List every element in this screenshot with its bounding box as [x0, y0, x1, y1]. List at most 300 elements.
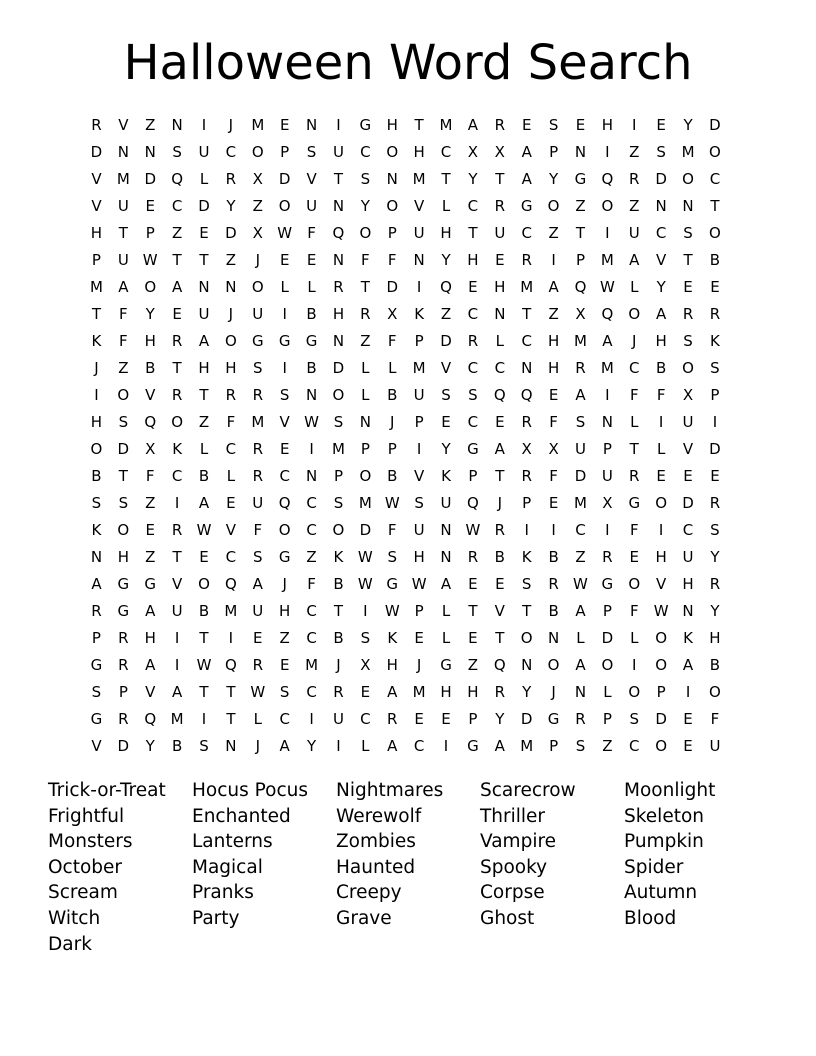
grid-letter: H [117, 548, 129, 566]
grid-letter: A [118, 278, 129, 296]
grid-letter: K [387, 629, 398, 647]
grid-letter: L [441, 197, 451, 215]
grid-letter: V [171, 575, 183, 593]
grid-letter: I [524, 521, 529, 539]
grid-letter: V [306, 170, 317, 188]
grid-letter: B [387, 467, 398, 485]
grid-letter: Q [144, 413, 157, 431]
grid-row [83, 220, 728, 247]
word-list [48, 778, 788, 957]
grid-letter: D [440, 332, 452, 350]
grid-letter: Y [145, 737, 155, 755]
grid-letter: I [605, 521, 610, 539]
grid-letter: U [171, 602, 183, 620]
grid-letter: J [282, 575, 287, 593]
grid-letter: C [306, 629, 317, 647]
grid-row [83, 733, 728, 760]
grid-letter: E [279, 251, 290, 269]
grid-letter: M [600, 359, 614, 377]
grid-letter: P [468, 467, 478, 485]
grid-letter: C [440, 143, 452, 161]
grid-letter: M [305, 656, 319, 674]
grid-letter: U [306, 197, 318, 215]
grid-letter: S [414, 494, 424, 512]
grid-letter: V [414, 197, 425, 215]
grid-letter: Y [441, 251, 451, 269]
grid-letter: H [655, 332, 667, 350]
grid-letter: N [521, 656, 533, 674]
grid-letter: E [145, 197, 155, 215]
grid-letter: G [467, 737, 479, 755]
grid-letter: W [411, 575, 427, 593]
grid-letter: A [171, 278, 183, 296]
grid-letter: C [467, 305, 479, 323]
grid-letter: Y [145, 305, 155, 323]
grid-letter: X [548, 440, 559, 458]
grid-letter: E [468, 629, 478, 647]
grid-row [83, 598, 728, 625]
grid-row [83, 706, 728, 733]
grid-row [83, 544, 728, 571]
grid-letter: A [91, 575, 102, 593]
grid-letter: L [253, 710, 262, 728]
grid-letter: E [683, 710, 693, 728]
grid-letter: E [656, 116, 666, 134]
grid-letter: S [629, 710, 640, 728]
grid-letter: D [574, 467, 587, 485]
grid-letter: H [440, 683, 452, 701]
grid-letter: R [709, 575, 721, 593]
grid-letter: E [629, 548, 639, 566]
grid-row [83, 112, 728, 139]
grid-letter: M [89, 278, 103, 296]
grid-letter: T [495, 629, 505, 647]
grid-letter: G [117, 575, 130, 593]
grid-letter: N [655, 197, 667, 215]
grid-letter: R [521, 251, 532, 269]
grid-letter: F [549, 467, 558, 485]
grid-letter: B [709, 656, 721, 674]
word-list-item: Scarecrow [480, 780, 576, 801]
grid-letter: N [682, 197, 694, 215]
grid-letter: T [360, 278, 370, 296]
page-title: Halloween Word Search [123, 35, 693, 91]
grid-letter: O [332, 386, 345, 404]
grid-letter: Z [306, 548, 317, 566]
grid-row [83, 166, 728, 193]
word-list-item: Spooky [480, 856, 548, 878]
grid-letter: P [549, 143, 559, 161]
grid-letter: F [119, 332, 128, 350]
grid-letter: V [414, 467, 425, 485]
grid-letter: A [145, 602, 156, 620]
grid-letter: P [575, 251, 585, 269]
grid-letter: A [629, 251, 640, 269]
grid-letter: H [467, 251, 479, 269]
grid-letter: P [414, 332, 424, 350]
grid-letter: I [201, 710, 207, 728]
grid-letter: O [117, 386, 130, 404]
grid-letter: C [306, 521, 317, 539]
grid-letter: T [414, 116, 424, 134]
word-list-item: Scream [48, 882, 118, 904]
grid-letter: H [279, 602, 291, 620]
grid-letter: H [332, 305, 345, 323]
grid-letter: Z [252, 197, 263, 215]
grid-letter: I [174, 629, 180, 647]
grid-letter: R [521, 413, 532, 431]
grid-letter: Y [495, 710, 505, 728]
grid-row [83, 301, 728, 328]
grid-letter: L [495, 332, 504, 350]
grid-letter: H [547, 359, 560, 377]
grid-letter: I [282, 305, 287, 323]
grid-letter: L [630, 413, 639, 431]
grid-letter: B [306, 305, 317, 323]
grid-letter: X [521, 440, 532, 458]
grid-letter: X [252, 224, 263, 242]
grid-letter: C [279, 467, 290, 485]
grid-letter: T [441, 170, 451, 188]
grid-letter: D [520, 710, 533, 728]
word-list-item: Witch [48, 907, 101, 929]
grid-letter: A [575, 602, 586, 620]
grid-letter: A [575, 386, 586, 404]
grid-row [83, 139, 728, 166]
grid-letter: E [548, 494, 559, 512]
grid-letter: G [628, 494, 641, 512]
grid-row [83, 463, 728, 490]
grid-letter: I [228, 629, 234, 647]
grid-letter: Z [118, 359, 129, 377]
grid-letter: C [279, 710, 290, 728]
word-list-item: Thriller [480, 805, 546, 827]
grid-letter: E [306, 251, 317, 269]
word-list-item: Magical [192, 856, 263, 878]
grid-letter: T [199, 629, 209, 647]
grid-letter: L [361, 386, 370, 404]
grid-letter: N [413, 251, 425, 269]
grid-letter: Z [225, 251, 237, 269]
grid-letter: O [386, 197, 399, 215]
word-list-item: Haunted [336, 856, 416, 878]
grid-letter: I [443, 737, 449, 755]
grid-letter: T [495, 170, 505, 188]
grid-letter: O [90, 440, 103, 458]
grid-letter: E [468, 575, 478, 593]
grid-letter: N [521, 359, 533, 377]
grid-row [83, 193, 728, 220]
grid-letter: C [360, 710, 371, 728]
grid-letter: J [390, 413, 395, 431]
grid-letter: Z [145, 116, 156, 134]
grid-letter: C [171, 467, 183, 485]
grid-letter: S [279, 386, 290, 404]
grid-letter: B [548, 602, 559, 620]
grid-letter: R [91, 602, 102, 620]
grid-row [83, 328, 728, 355]
grid-letter: B [656, 359, 667, 377]
grid-letter: I [309, 710, 314, 728]
grid-letter: O [655, 737, 668, 755]
grid-letter: S [333, 494, 344, 512]
grid-letter: N [171, 116, 183, 134]
grid-letter: F [629, 386, 639, 404]
word-list-item: Werewolf [336, 805, 422, 827]
grid-letter: U [252, 305, 264, 323]
grid-letter: E [414, 710, 424, 728]
grid-letter: O [682, 359, 694, 377]
grid-letter: M [574, 494, 587, 512]
grid-letter: G [117, 602, 130, 620]
grid-letter: O [117, 521, 130, 539]
grid-letter: O [655, 494, 668, 512]
grid-letter: S [548, 116, 559, 134]
grid-letter: C [521, 224, 532, 242]
grid-letter: E [199, 224, 209, 242]
grid-letter: O [359, 224, 372, 242]
grid-letter: L [307, 278, 316, 296]
grid-letter: N [332, 197, 345, 215]
grid-letter: F [629, 521, 639, 539]
grid-letter: T [575, 224, 586, 242]
grid-letter: I [685, 683, 691, 701]
grid-letter: Z [575, 548, 586, 566]
grid-letter: W [196, 521, 212, 539]
grid-letter: I [416, 278, 422, 296]
grid-letter: P [602, 710, 612, 728]
grid-row [83, 679, 728, 706]
grid-letter: E [710, 467, 720, 485]
grid-letter: N [574, 143, 587, 161]
grid-letter: I [363, 602, 368, 620]
grid-letter: E [279, 440, 290, 458]
grid-letter: N [90, 548, 103, 566]
grid-letter: R [252, 440, 263, 458]
grid-letter: G [467, 440, 479, 458]
grid-letter: Z [198, 413, 210, 431]
grid-letter: U [574, 440, 586, 458]
grid-letter: T [683, 251, 693, 269]
grid-letter: P [118, 683, 128, 701]
grid-letter: R [118, 710, 129, 728]
grid-letter: O [359, 467, 372, 485]
grid-letter: O [520, 629, 533, 647]
grid-letter: W [142, 251, 158, 269]
word-list-item: October [48, 856, 123, 878]
grid-letter: U [413, 386, 425, 404]
grid-letter: C [709, 170, 721, 188]
grid-letter: S [253, 359, 263, 377]
grid-letter: H [198, 359, 210, 377]
grid-letter: K [441, 467, 451, 485]
grid-letter: F [361, 251, 370, 269]
grid-letter: V [91, 197, 102, 215]
grid-letter: Q [467, 494, 479, 512]
grid-letter: E [360, 683, 371, 701]
grid-letter: Y [468, 170, 478, 188]
grid-letter: G [251, 332, 264, 350]
grid-letter: X [387, 305, 398, 323]
grid-letter: R [629, 467, 640, 485]
grid-letter: E [495, 251, 505, 269]
grid-letter: Y [549, 170, 559, 188]
grid-letter: R [494, 116, 506, 134]
grid-letter: F [656, 386, 666, 404]
word-list-item: Creepy [336, 882, 402, 904]
grid-letter: K [521, 548, 532, 566]
grid-letter: C [467, 197, 479, 215]
grid-letter: V [682, 440, 694, 458]
grid-letter: N [305, 116, 318, 134]
word-list-item: Pranks [192, 882, 254, 904]
grid-letter: H [601, 116, 613, 134]
grid-letter: O [628, 575, 641, 593]
grid-letter: A [682, 656, 694, 674]
grid-letter: G [574, 170, 587, 188]
grid-letter: A [521, 143, 532, 161]
word-list-item: Party [192, 907, 240, 929]
grid-letter: R [171, 386, 183, 404]
grid-letter: V [145, 683, 156, 701]
grid-letter: T [199, 251, 209, 269]
grid-letter: K [414, 305, 425, 323]
grid-row [83, 517, 728, 544]
grid-letter: E [683, 278, 693, 296]
grid-letter: W [196, 656, 212, 674]
grid-letter: K [91, 332, 102, 350]
grid-letter: K [91, 521, 102, 539]
grid-letter: B [198, 467, 210, 485]
grid-letter: T [710, 197, 720, 215]
grid-letter: U [198, 143, 210, 161]
grid-letter: T [199, 386, 209, 404]
grid-letter: O [601, 656, 614, 674]
grid-letter: Q [332, 224, 345, 242]
grid-letter: A [252, 575, 263, 593]
grid-letter: W [304, 413, 319, 431]
grid-letter: I [94, 386, 99, 404]
grid-letter: N [225, 737, 237, 755]
grid-letter: T [468, 224, 478, 242]
grid-letter: A [467, 116, 479, 134]
grid-letter: J [416, 656, 422, 674]
grid-letter: R [709, 494, 721, 512]
grid-letter: A [387, 683, 398, 701]
grid-letter: S [199, 737, 209, 755]
grid-letter: H [144, 629, 156, 647]
grid-letter: N [332, 332, 345, 350]
grid-letter: S [306, 143, 317, 161]
word-list-item: Lanterns [192, 831, 273, 853]
grid-letter: N [305, 467, 318, 485]
grid-letter: R [171, 332, 183, 350]
grid-letter: W [599, 278, 615, 296]
grid-letter: H [386, 116, 398, 134]
grid-letter: D [144, 170, 156, 188]
grid-letter: I [282, 359, 287, 377]
grid-letter: L [280, 278, 289, 296]
grid-letter: E [495, 413, 505, 431]
grid-letter: E [683, 467, 693, 485]
grid-letter: V [225, 521, 237, 539]
grid-letter: R [118, 629, 129, 647]
grid-letter: X [145, 440, 156, 458]
grid-letter: G [601, 575, 614, 593]
word-list-item: Ghost [480, 907, 535, 929]
grid-letter: H [440, 224, 452, 242]
grid-letter: C [655, 224, 667, 242]
grid-letter: Z [440, 305, 452, 323]
grid-letter: D [709, 116, 721, 134]
grid-letter: L [630, 278, 639, 296]
grid-letter: Q [601, 305, 614, 323]
grid-letter: O [332, 521, 345, 539]
grid-letter: M [412, 170, 426, 188]
grid-letter: M [251, 116, 265, 134]
grid-letter: W [357, 575, 373, 593]
grid-letter: S [521, 575, 532, 593]
grid-letter: R [91, 116, 102, 134]
grid-letter: V [656, 251, 667, 269]
grid-letter: Q [278, 494, 291, 512]
grid-letter: X [360, 656, 371, 674]
grid-letter: L [361, 359, 370, 377]
grid-letter: S [387, 548, 397, 566]
grid-letter: Y [522, 683, 532, 701]
grid-letter: Z [629, 197, 640, 215]
grid-letter: H [655, 548, 667, 566]
grid-letter: S [253, 548, 263, 566]
grid-letter: A [521, 170, 532, 188]
grid-letter: S [683, 224, 693, 242]
grid-letter: C [306, 494, 317, 512]
grid-letter: Z [171, 224, 183, 242]
grid-letter: U [252, 494, 264, 512]
grid-letter: C [413, 737, 425, 755]
grid-letter: N [547, 629, 560, 647]
grid-letter: A [494, 737, 505, 755]
grid-letter: P [91, 629, 101, 647]
grid-letter: O [386, 143, 399, 161]
grid-letter: R [494, 683, 506, 701]
grid-letter: N [440, 548, 452, 566]
grid-letter: J [336, 656, 341, 674]
grid-letter: Q [224, 656, 237, 674]
grid-letter: P [387, 224, 397, 242]
grid-letter: A [656, 305, 667, 323]
grid-letter: V [656, 575, 667, 593]
grid-letter: S [710, 359, 720, 377]
grid-letter: J [255, 737, 260, 755]
grid-letter: O [628, 305, 641, 323]
grid-letter: U [413, 521, 425, 539]
grid-letter: R [118, 656, 129, 674]
grid-letter: I [336, 116, 341, 134]
grid-letter: E [414, 629, 424, 647]
grid-letter: S [468, 386, 478, 404]
grid-letter: R [575, 359, 586, 377]
grid-letter: Z [145, 494, 156, 512]
grid-letter: S [91, 494, 102, 512]
grid-letter: S [656, 143, 666, 161]
grid-letter: S [575, 413, 586, 431]
grid-letter: H [225, 359, 237, 377]
grid-letter: E [441, 413, 451, 431]
grid-letter: E [656, 467, 666, 485]
grid-letter: P [602, 602, 612, 620]
grid-letter: F [307, 575, 316, 593]
